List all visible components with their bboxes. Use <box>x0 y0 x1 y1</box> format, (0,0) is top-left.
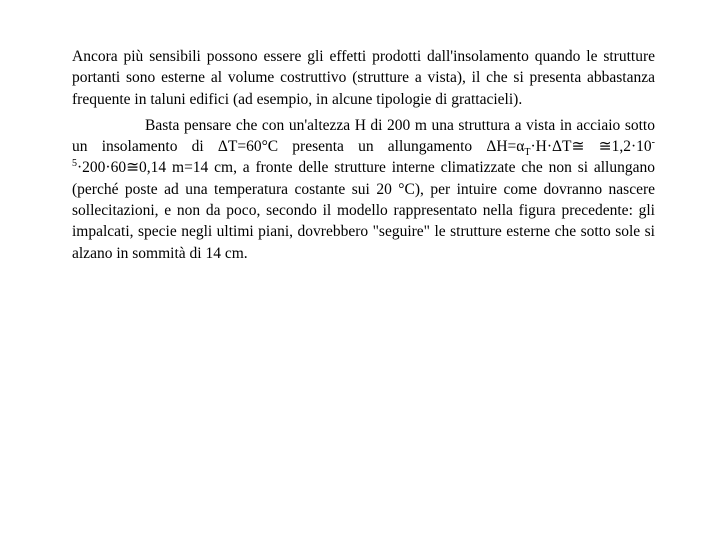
formula-mid: ·H·ΔT≅ ≅1,2·10 <box>530 138 652 156</box>
formula-subscript: T <box>524 147 531 159</box>
formula-rhs: ·200·60≅0,14 m=14 cm <box>77 159 234 177</box>
document-body <box>72 46 655 264</box>
formula-exponent: -5 <box>72 137 655 170</box>
paragraph-steel-elongation-example <box>72 115 655 264</box>
formula-lhs: ΔH=α <box>486 138 525 156</box>
paragraph-rest-text: , a fronte delle strutture interne climatizzate che non si allungano (perché poste ad una temperatura costante sui 20 °C), per intuire come dovranno nascere sollecitazioni, e non da poco, secondo il modello rappresentato nella figura precedente: gli impalcati, specie negli ultimi piani, dovrebbero "seguire" le strutture esterne che sotto sole si alzano in sommità di 14 cm. <box>72 159 655 262</box>
paragraph-insolation-effects: Ancora più sensibili possono essere gli effetti prodotti dall'insolamento quando le strutture portanti sono esterne al volume costruttivo (strutture a vista), il che si presenta abbastanza frequente in taluni edifici (ad esempio, in alcune tipologie di grattacieli). <box>72 48 655 108</box>
paragraph-intro-text: Basta pensare che con un'altezza H di 200 m una struttura a vista in acciaio sotto un insolamento di ΔT=60°C presenta un allungamento <box>72 116 655 156</box>
